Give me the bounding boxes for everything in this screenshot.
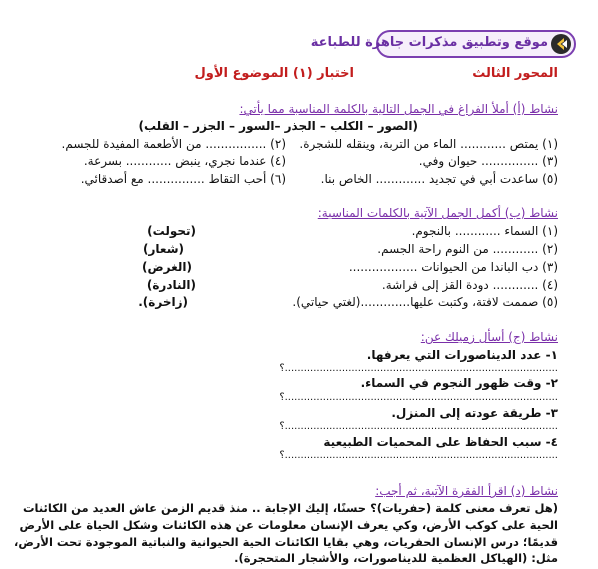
- activity-c-answer-line-3: ......................................................................................؟: [279, 421, 558, 432]
- activity-b-answer-4: (النادرة): [146, 278, 196, 292]
- activity-c-answer-line-2: ......................................................................................؟: [279, 392, 558, 403]
- activity-b-sentence-3: (٣) دب الباندا من الحيوانات ..................: [348, 260, 558, 274]
- activity-a-item-3: (٣) ............... حيوان وفي.: [418, 154, 558, 168]
- activity-a-words: (الصور – الكلب – الجذر –السور – الجزر – القلب): [138, 119, 418, 133]
- chevron-left-icon: [551, 34, 571, 54]
- activity-b-sentence-4: (٤) ............ دودة القز إلى فراشة.: [381, 278, 558, 292]
- activity-c-item-3: ٣- طريقة عودته إلى المنزل.: [391, 406, 558, 420]
- activity-a-title: نشاط (أ) أملأ الفراغ في الجمل التالية بالكلمة المناسبة مما يأتي:: [239, 102, 558, 116]
- activity-c-item-2: ٢- وقت ظهور النجوم في السماء.: [360, 376, 558, 390]
- activity-d-title: نشاط (د) اقرأ الفقرة الآتية، ثم أجب:: [375, 484, 558, 498]
- site-banner[interactable]: [310, 30, 576, 58]
- axis-title: المحور الثالث: [472, 66, 558, 81]
- activity-a-item-2: (٢) ................ من الأطعمة المفيدة للجسم.: [61, 137, 286, 151]
- activity-b-sentence-2: (٢) ............ من النوم راحة الجسم.: [377, 242, 558, 256]
- activity-c-item-4: ٤- سبب الحفاظ على المحميات الطبيعية: [323, 435, 558, 449]
- activity-c-item-1: ١- عدد الديناصورات التي يعرفها.: [366, 348, 558, 362]
- activity-a-item-4: (٤) عندما نجري، ينبض ............ بسرعة.: [83, 154, 286, 168]
- activity-a-item-5: (٥) ساعدت أبي في تجديد ............. الخاص بنا.: [320, 172, 558, 186]
- activity-c-answer-line-1: ......................................................................................؟: [279, 363, 558, 374]
- activity-d-line-2: الحية على كوكب الأرض، وكي يعرف الإنسان معلومات عن هذه الكائنات وشكل الحياة على الأرض: [19, 518, 558, 532]
- activity-a-item-1: (١) يمتص ............ الماء من التربة، وينقله للشجرة.: [299, 137, 558, 151]
- activity-b-answer-1: (تحولت): [147, 224, 196, 238]
- activity-c-answer-line-4: ......................................................................................؟: [279, 450, 558, 461]
- activity-c-title: نشاط (ج) أسأل زميلك عن:: [420, 330, 558, 344]
- activity-b-sentence-5: (٥) صممت لافتة، وكتبت عليها.............(لغتي حياتي).: [292, 295, 558, 309]
- test-title: اختبار (١) الموضوع الأول: [194, 66, 354, 81]
- activity-d-line-3: قديمًا؛ درس الإنسان الحفريات، وهي بقايا الكائنات الحية الحيوانية والنباتية الموجودة تحت الأرض،: [13, 535, 558, 549]
- activity-b-sentence-1: (١) السماء ............ بالنجوم.: [411, 224, 558, 238]
- banner-text: موقع وتطبيق مذكرات جاهزة للطباعة: [310, 35, 548, 50]
- activity-b-answer-2: (شعار): [143, 242, 184, 256]
- activity-d-line-1: (هل تعرف معنى كلمة (حفريات)؟ حسنًا، إليك الإجابة .. منذ قديم الزمن عاش العديد من الكائنات: [22, 501, 558, 515]
- activity-b-answer-5: (زاخرة).: [138, 295, 188, 309]
- activity-b-title: نشاط (ب) أكمل الجمل الآتية بالكلمات المناسبة:: [317, 206, 558, 220]
- activity-b-answer-3: (الغرض): [142, 260, 192, 274]
- activity-a-item-6: (٦) أحب التقاط ............... مع أصدقائي.: [80, 172, 286, 186]
- activity-d-line-4: مثل: (الهياكل العظمية للديناصورات، والأشجار المتحجرة).: [234, 551, 558, 565]
